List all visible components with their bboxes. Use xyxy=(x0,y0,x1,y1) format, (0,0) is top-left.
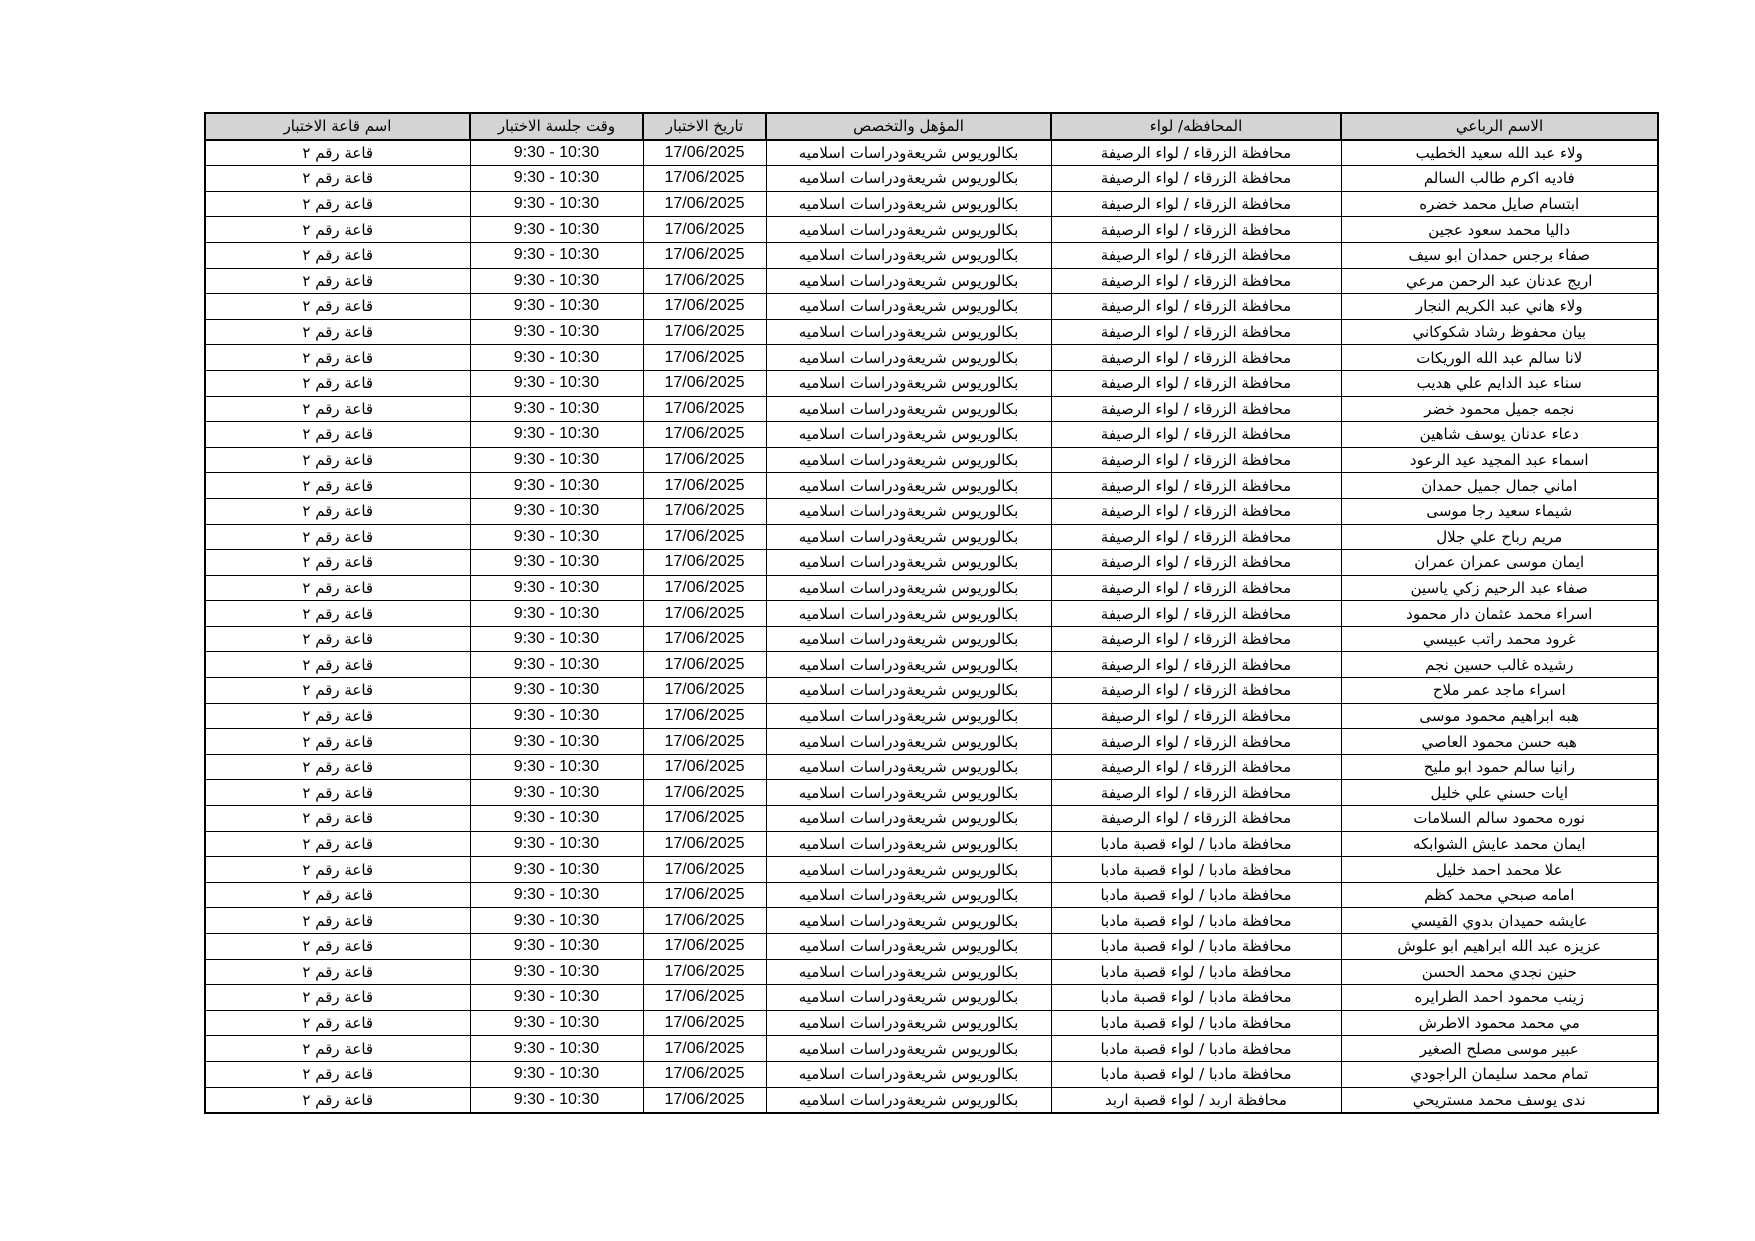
cell-exam-time: 9:30 - 10:30 xyxy=(470,140,643,166)
cell-exam-hall: قاعة رقم ٢ xyxy=(205,652,470,678)
cell-exam-time: 9:30 - 10:30 xyxy=(470,934,643,960)
cell-exam-hall: قاعة رقم ٢ xyxy=(205,550,470,576)
cell-full-name: ايمان موسى عمران عمران xyxy=(1341,550,1658,576)
table-row xyxy=(205,524,1658,550)
cell-governorate: محافظة الزرقاء / لواء الرصيفة xyxy=(1051,422,1341,448)
table-row xyxy=(205,140,1658,166)
table-row xyxy=(205,652,1658,678)
cell-qualification: بكالوريوس شريعةودراسات اسلاميه xyxy=(766,370,1051,396)
table-row xyxy=(205,780,1658,806)
cell-full-name: علا محمد احمد خليل xyxy=(1341,857,1658,883)
cell-qualification: بكالوريوس شريعةودراسات اسلاميه xyxy=(766,396,1051,422)
cell-exam-date: 17/06/2025 xyxy=(643,934,766,960)
cell-governorate: محافظة مادبا / لواء قصبة مادبا xyxy=(1051,857,1341,883)
cell-qualification: بكالوريوس شريعةودراسات اسلاميه xyxy=(766,447,1051,473)
cell-qualification: بكالوريوس شريعةودراسات اسلاميه xyxy=(766,550,1051,576)
table-row xyxy=(205,550,1658,576)
cell-qualification: بكالوريوس شريعةودراسات اسلاميه xyxy=(766,703,1051,729)
cell-full-name: ولاء هاني عبد الكريم النجار xyxy=(1341,294,1658,320)
cell-full-name: حنين نجدي محمد الحسن xyxy=(1341,959,1658,985)
cell-full-name: سناء عبد الدايم علي هديب xyxy=(1341,370,1658,396)
cell-exam-date: 17/06/2025 xyxy=(643,166,766,192)
table-row xyxy=(205,626,1658,652)
cell-qualification: بكالوريوس شريعةودراسات اسلاميه xyxy=(766,319,1051,345)
cell-full-name: اماني جمال جميل حمدان xyxy=(1341,473,1658,499)
table-row xyxy=(205,166,1658,192)
cell-exam-date: 17/06/2025 xyxy=(643,831,766,857)
cell-governorate: محافظة الزرقاء / لواء الرصيفة xyxy=(1051,140,1341,166)
cell-exam-time: 9:30 - 10:30 xyxy=(470,345,643,371)
cell-full-name: ندى يوسف محمد مستريحي xyxy=(1341,1087,1658,1113)
cell-exam-date: 17/06/2025 xyxy=(643,575,766,601)
cell-exam-hall: قاعة رقم ٢ xyxy=(205,626,470,652)
cell-exam-time: 9:30 - 10:30 xyxy=(470,959,643,985)
table-row xyxy=(205,729,1658,755)
cell-full-name: مريم رباح علي جلال xyxy=(1341,524,1658,550)
cell-governorate: محافظة الزرقاء / لواء الرصيفة xyxy=(1051,294,1341,320)
cell-full-name: هبه ابراهيم محمود موسى xyxy=(1341,703,1658,729)
exam-schedule-table xyxy=(204,112,1659,1114)
cell-full-name: رانيا سالم حمود ابو مليح xyxy=(1341,754,1658,780)
cell-exam-hall: قاعة رقم ٢ xyxy=(205,729,470,755)
cell-exam-hall: قاعة رقم ٢ xyxy=(205,575,470,601)
cell-exam-date: 17/06/2025 xyxy=(643,242,766,268)
cell-governorate: محافظة الزرقاء / لواء الرصيفة xyxy=(1051,268,1341,294)
cell-qualification: بكالوريوس شريعةودراسات اسلاميه xyxy=(766,652,1051,678)
cell-exam-hall: قاعة رقم ٢ xyxy=(205,601,470,627)
table-row xyxy=(205,447,1658,473)
cell-exam-date: 17/06/2025 xyxy=(643,882,766,908)
cell-exam-time: 9:30 - 10:30 xyxy=(470,754,643,780)
cell-exam-time: 9:30 - 10:30 xyxy=(470,806,643,832)
cell-exam-time: 9:30 - 10:30 xyxy=(470,1087,643,1113)
cell-qualification: بكالوريوس شريعةودراسات اسلاميه xyxy=(766,780,1051,806)
cell-exam-date: 17/06/2025 xyxy=(643,422,766,448)
cell-full-name: ايات حسني علي خليل xyxy=(1341,780,1658,806)
cell-exam-date: 17/06/2025 xyxy=(643,729,766,755)
cell-exam-hall: قاعة رقم ٢ xyxy=(205,191,470,217)
table-row xyxy=(205,345,1658,371)
table-row xyxy=(205,294,1658,320)
cell-exam-time: 9:30 - 10:30 xyxy=(470,396,643,422)
cell-exam-date: 17/06/2025 xyxy=(643,268,766,294)
cell-exam-hall: قاعة رقم ٢ xyxy=(205,1087,470,1113)
table-row xyxy=(205,1061,1658,1087)
cell-exam-hall: قاعة رقم ٢ xyxy=(205,780,470,806)
cell-exam-date: 17/06/2025 xyxy=(643,217,766,243)
cell-governorate: محافظة مادبا / لواء قصبة مادبا xyxy=(1051,959,1341,985)
cell-governorate: محافظة الزرقاء / لواء الرصيفة xyxy=(1051,345,1341,371)
cell-governorate: محافظة الزرقاء / لواء الرصيفة xyxy=(1051,217,1341,243)
cell-exam-hall: قاعة رقم ٢ xyxy=(205,319,470,345)
cell-governorate: محافظة الزرقاء / لواء الرصيفة xyxy=(1051,626,1341,652)
table-row xyxy=(205,268,1658,294)
table-row xyxy=(205,422,1658,448)
cell-qualification: بكالوريوس شريعةودراسات اسلاميه xyxy=(766,985,1051,1011)
cell-exam-time: 9:30 - 10:30 xyxy=(470,908,643,934)
cell-exam-hall: قاعة رقم ٢ xyxy=(205,217,470,243)
cell-exam-hall: قاعة رقم ٢ xyxy=(205,447,470,473)
cell-exam-date: 17/06/2025 xyxy=(643,959,766,985)
table-row xyxy=(205,703,1658,729)
cell-full-name: عبير موسى مصلح الصغير xyxy=(1341,1036,1658,1062)
cell-governorate: محافظة الزرقاء / لواء الرصيفة xyxy=(1051,498,1341,524)
cell-qualification: بكالوريوس شريعةودراسات اسلاميه xyxy=(766,217,1051,243)
table-row xyxy=(205,1087,1658,1113)
cell-exam-time: 9:30 - 10:30 xyxy=(470,729,643,755)
cell-governorate: محافظة الزرقاء / لواء الرصيفة xyxy=(1051,754,1341,780)
cell-exam-time: 9:30 - 10:30 xyxy=(470,575,643,601)
cell-exam-date: 17/06/2025 xyxy=(643,370,766,396)
cell-exam-time: 9:30 - 10:30 xyxy=(470,422,643,448)
cell-full-name: ايمان محمد عايش الشوابكه xyxy=(1341,831,1658,857)
cell-full-name: غرود محمد راتب عبيسي xyxy=(1341,626,1658,652)
header-exam-date: تاريخ الاختبار xyxy=(643,113,766,140)
cell-exam-hall: قاعة رقم ٢ xyxy=(205,166,470,192)
cell-exam-time: 9:30 - 10:30 xyxy=(470,831,643,857)
cell-qualification: بكالوريوس شريعةودراسات اسلاميه xyxy=(766,831,1051,857)
cell-exam-hall: قاعة رقم ٢ xyxy=(205,140,470,166)
cell-exam-date: 17/06/2025 xyxy=(643,626,766,652)
cell-exam-date: 17/06/2025 xyxy=(643,1061,766,1087)
cell-exam-date: 17/06/2025 xyxy=(643,1087,766,1113)
cell-full-name: دعاء عدنان يوسف شاهين xyxy=(1341,422,1658,448)
cell-qualification: بكالوريوس شريعةودراسات اسلاميه xyxy=(766,729,1051,755)
cell-qualification: بكالوريوس شريعةودراسات اسلاميه xyxy=(766,575,1051,601)
cell-exam-hall: قاعة رقم ٢ xyxy=(205,422,470,448)
cell-full-name: تمام محمد سليمان الراجودي xyxy=(1341,1061,1658,1087)
cell-exam-time: 9:30 - 10:30 xyxy=(470,370,643,396)
cell-qualification: بكالوريوس شريعةودراسات اسلاميه xyxy=(766,626,1051,652)
cell-qualification: بكالوريوس شريعةودراسات اسلاميه xyxy=(766,1036,1051,1062)
cell-exam-hall: قاعة رقم ٢ xyxy=(205,345,470,371)
cell-exam-date: 17/06/2025 xyxy=(643,447,766,473)
cell-qualification: بكالوريوس شريعةودراسات اسلاميه xyxy=(766,882,1051,908)
cell-exam-date: 17/06/2025 xyxy=(643,601,766,627)
cell-governorate: محافظة الزرقاء / لواء الرصيفة xyxy=(1051,191,1341,217)
cell-governorate: محافظة الزرقاء / لواء الرصيفة xyxy=(1051,370,1341,396)
table-row xyxy=(205,1036,1658,1062)
cell-exam-hall: قاعة رقم ٢ xyxy=(205,882,470,908)
cell-qualification: بكالوريوس شريعةودراسات اسلاميه xyxy=(766,294,1051,320)
cell-exam-time: 9:30 - 10:30 xyxy=(470,1036,643,1062)
cell-governorate: محافظة مادبا / لواء قصبة مادبا xyxy=(1051,882,1341,908)
cell-exam-time: 9:30 - 10:30 xyxy=(470,652,643,678)
cell-governorate: محافظة الزرقاء / لواء الرصيفة xyxy=(1051,575,1341,601)
cell-exam-time: 9:30 - 10:30 xyxy=(470,703,643,729)
header-governorate: المحافظه/ لواء xyxy=(1051,113,1341,140)
cell-full-name: هبه حسن محمود العاصي xyxy=(1341,729,1658,755)
cell-exam-hall: قاعة رقم ٢ xyxy=(205,268,470,294)
table-row xyxy=(205,985,1658,1011)
cell-exam-date: 17/06/2025 xyxy=(643,498,766,524)
header-full-name: الاسم الرباعي xyxy=(1341,113,1658,140)
table-row xyxy=(205,498,1658,524)
cell-governorate: محافظة مادبا / لواء قصبة مادبا xyxy=(1051,1010,1341,1036)
cell-full-name: لانا سالم عبد الله الوريكات xyxy=(1341,345,1658,371)
cell-exam-hall: قاعة رقم ٢ xyxy=(205,524,470,550)
table-row xyxy=(205,575,1658,601)
cell-exam-hall: قاعة رقم ٢ xyxy=(205,396,470,422)
cell-exam-time: 9:30 - 10:30 xyxy=(470,601,643,627)
cell-exam-time: 9:30 - 10:30 xyxy=(470,678,643,704)
table-row xyxy=(205,959,1658,985)
cell-full-name: اسماء عبد المجيد عيد الرعود xyxy=(1341,447,1658,473)
table-row xyxy=(205,242,1658,268)
cell-exam-hall: قاعة رقم ٢ xyxy=(205,473,470,499)
cell-exam-time: 9:30 - 10:30 xyxy=(470,217,643,243)
cell-full-name: اسراء ماجد عمر ملاح xyxy=(1341,678,1658,704)
cell-governorate: محافظة الزرقاء / لواء الرصيفة xyxy=(1051,242,1341,268)
cell-qualification: بكالوريوس شريعةودراسات اسلاميه xyxy=(766,345,1051,371)
cell-qualification: بكالوريوس شريعةودراسات اسلاميه xyxy=(766,166,1051,192)
cell-exam-date: 17/06/2025 xyxy=(643,550,766,576)
cell-governorate: محافظة مادبا / لواء قصبة مادبا xyxy=(1051,908,1341,934)
cell-qualification: بكالوريوس شريعةودراسات اسلاميه xyxy=(766,191,1051,217)
cell-exam-date: 17/06/2025 xyxy=(643,191,766,217)
cell-exam-time: 9:30 - 10:30 xyxy=(470,985,643,1011)
exam-schedule-sheet xyxy=(204,112,1657,1114)
cell-governorate: محافظة مادبا / لواء قصبة مادبا xyxy=(1051,831,1341,857)
cell-qualification: بكالوريوس شريعةودراسات اسلاميه xyxy=(766,422,1051,448)
cell-exam-date: 17/06/2025 xyxy=(643,140,766,166)
cell-qualification: بكالوريوس شريعةودراسات اسلاميه xyxy=(766,678,1051,704)
cell-full-name: امامه صبحي محمد كظم xyxy=(1341,882,1658,908)
table-row xyxy=(205,396,1658,422)
cell-exam-time: 9:30 - 10:30 xyxy=(470,524,643,550)
cell-exam-hall: قاعة رقم ٢ xyxy=(205,678,470,704)
cell-qualification: بكالوريوس شريعةودراسات اسلاميه xyxy=(766,140,1051,166)
cell-exam-time: 9:30 - 10:30 xyxy=(470,857,643,883)
cell-full-name: مي محمد محمود الاطرش xyxy=(1341,1010,1658,1036)
table-row xyxy=(205,601,1658,627)
table-row xyxy=(205,473,1658,499)
cell-exam-time: 9:30 - 10:30 xyxy=(470,191,643,217)
table-row xyxy=(205,934,1658,960)
cell-exam-date: 17/06/2025 xyxy=(643,857,766,883)
cell-exam-date: 17/06/2025 xyxy=(643,1036,766,1062)
cell-exam-date: 17/06/2025 xyxy=(643,473,766,499)
cell-full-name: ولاء عبد الله سعيد الخطيب xyxy=(1341,140,1658,166)
table-row xyxy=(205,191,1658,217)
table-row xyxy=(205,217,1658,243)
cell-governorate: محافظة الزرقاء / لواء الرصيفة xyxy=(1051,447,1341,473)
cell-exam-time: 9:30 - 10:30 xyxy=(470,550,643,576)
cell-governorate: محافظة الزرقاء / لواء الرصيفة xyxy=(1051,780,1341,806)
cell-exam-hall: قاعة رقم ٢ xyxy=(205,806,470,832)
cell-exam-hall: قاعة رقم ٢ xyxy=(205,242,470,268)
cell-exam-time: 9:30 - 10:30 xyxy=(470,1010,643,1036)
cell-exam-date: 17/06/2025 xyxy=(643,294,766,320)
cell-full-name: صفاء برجس حمدان ابو سيف xyxy=(1341,242,1658,268)
cell-exam-date: 17/06/2025 xyxy=(643,678,766,704)
cell-exam-hall: قاعة رقم ٢ xyxy=(205,294,470,320)
table-row xyxy=(205,857,1658,883)
cell-governorate: محافظة الزرقاء / لواء الرصيفة xyxy=(1051,729,1341,755)
cell-exam-date: 17/06/2025 xyxy=(643,396,766,422)
cell-qualification: بكالوريوس شريعةودراسات اسلاميه xyxy=(766,934,1051,960)
cell-exam-hall: قاعة رقم ٢ xyxy=(205,831,470,857)
cell-exam-time: 9:30 - 10:30 xyxy=(470,294,643,320)
cell-governorate: محافظة الزرقاء / لواء الرصيفة xyxy=(1051,550,1341,576)
cell-exam-date: 17/06/2025 xyxy=(643,319,766,345)
table-row xyxy=(205,370,1658,396)
cell-qualification: بكالوريوس شريعةودراسات اسلاميه xyxy=(766,268,1051,294)
cell-exam-time: 9:30 - 10:30 xyxy=(470,626,643,652)
cell-exam-hall: قاعة رقم ٢ xyxy=(205,1061,470,1087)
cell-exam-date: 17/06/2025 xyxy=(643,754,766,780)
cell-exam-time: 9:30 - 10:30 xyxy=(470,447,643,473)
table-row xyxy=(205,754,1658,780)
cell-exam-time: 9:30 - 10:30 xyxy=(470,780,643,806)
cell-exam-time: 9:30 - 10:30 xyxy=(470,319,643,345)
cell-governorate: محافظة الزرقاء / لواء الرصيفة xyxy=(1051,601,1341,627)
cell-governorate: محافظة مادبا / لواء قصبة مادبا xyxy=(1051,934,1341,960)
table-row xyxy=(205,678,1658,704)
cell-exam-hall: قاعة رقم ٢ xyxy=(205,498,470,524)
cell-exam-hall: قاعة رقم ٢ xyxy=(205,959,470,985)
cell-exam-hall: قاعة رقم ٢ xyxy=(205,703,470,729)
cell-exam-hall: قاعة رقم ٢ xyxy=(205,1036,470,1062)
cell-exam-time: 9:30 - 10:30 xyxy=(470,242,643,268)
cell-governorate: محافظة الزرقاء / لواء الرصيفة xyxy=(1051,473,1341,499)
cell-qualification: بكالوريوس شريعةودراسات اسلاميه xyxy=(766,806,1051,832)
cell-governorate: محافظة مادبا / لواء قصبة مادبا xyxy=(1051,1061,1341,1087)
cell-qualification: بكالوريوس شريعةودراسات اسلاميه xyxy=(766,1010,1051,1036)
table-row xyxy=(205,908,1658,934)
cell-exam-date: 17/06/2025 xyxy=(643,806,766,832)
cell-full-name: نجمه جميل محمود خضر xyxy=(1341,396,1658,422)
cell-full-name: صفاء عبد الرحيم زكي ياسين xyxy=(1341,575,1658,601)
cell-governorate: محافظة الزرقاء / لواء الرصيفة xyxy=(1051,319,1341,345)
cell-qualification: بكالوريوس شريعةودراسات اسلاميه xyxy=(766,1061,1051,1087)
cell-governorate: محافظة الزرقاء / لواء الرصيفة xyxy=(1051,678,1341,704)
cell-exam-time: 9:30 - 10:30 xyxy=(470,498,643,524)
cell-full-name: شيماء سعيد رجا موسى xyxy=(1341,498,1658,524)
cell-exam-hall: قاعة رقم ٢ xyxy=(205,1010,470,1036)
table-row xyxy=(205,882,1658,908)
header-qualification: المؤهل والتخصص xyxy=(766,113,1051,140)
cell-governorate: محافظة الزرقاء / لواء الرصيفة xyxy=(1051,703,1341,729)
cell-governorate: محافظة الزرقاء / لواء الرصيفة xyxy=(1051,652,1341,678)
cell-governorate: محافظة الزرقاء / لواء الرصيفة xyxy=(1051,166,1341,192)
header-exam-hall: اسم قاعة الاختبار xyxy=(205,113,470,140)
cell-full-name: اسراء محمد عثمان دار محمود xyxy=(1341,601,1658,627)
cell-exam-hall: قاعة رقم ٢ xyxy=(205,754,470,780)
cell-qualification: بكالوريوس شريعةودراسات اسلاميه xyxy=(766,754,1051,780)
cell-exam-time: 9:30 - 10:30 xyxy=(470,882,643,908)
cell-exam-hall: قاعة رقم ٢ xyxy=(205,985,470,1011)
cell-full-name: زينب محمود احمد الطرايره xyxy=(1341,985,1658,1011)
header-row xyxy=(205,113,1658,140)
cell-exam-time: 9:30 - 10:30 xyxy=(470,473,643,499)
cell-full-name: اريج عدنان عبد الرحمن مرعي xyxy=(1341,268,1658,294)
cell-governorate: محافظة الزرقاء / لواء الرصيفة xyxy=(1051,806,1341,832)
table-row xyxy=(205,806,1658,832)
cell-exam-time: 9:30 - 10:30 xyxy=(470,166,643,192)
table-row xyxy=(205,319,1658,345)
cell-exam-date: 17/06/2025 xyxy=(643,780,766,806)
cell-full-name: فاديه اكرم طالب السالم xyxy=(1341,166,1658,192)
cell-exam-date: 17/06/2025 xyxy=(643,524,766,550)
cell-qualification: بكالوريوس شريعةودراسات اسلاميه xyxy=(766,601,1051,627)
cell-exam-date: 17/06/2025 xyxy=(643,1010,766,1036)
cell-exam-time: 9:30 - 10:30 xyxy=(470,268,643,294)
cell-exam-time: 9:30 - 10:30 xyxy=(470,1061,643,1087)
cell-qualification: بكالوريوس شريعةودراسات اسلاميه xyxy=(766,959,1051,985)
cell-exam-date: 17/06/2025 xyxy=(643,652,766,678)
cell-exam-hall: قاعة رقم ٢ xyxy=(205,857,470,883)
cell-qualification: بكالوريوس شريعةودراسات اسلاميه xyxy=(766,242,1051,268)
cell-governorate: محافظة الزرقاء / لواء الرصيفة xyxy=(1051,396,1341,422)
cell-governorate: محافظة الزرقاء / لواء الرصيفة xyxy=(1051,524,1341,550)
cell-full-name: رشيده غالب حسين نجم xyxy=(1341,652,1658,678)
cell-full-name: عزيزه عبد الله ابراهيم ابو علوش xyxy=(1341,934,1658,960)
cell-qualification: بكالوريوس شريعةودراسات اسلاميه xyxy=(766,908,1051,934)
cell-qualification: بكالوريوس شريعةودراسات اسلاميه xyxy=(766,524,1051,550)
cell-governorate: محافظة مادبا / لواء قصبة مادبا xyxy=(1051,985,1341,1011)
table-row xyxy=(205,1010,1658,1036)
cell-exam-date: 17/06/2025 xyxy=(643,345,766,371)
cell-exam-hall: قاعة رقم ٢ xyxy=(205,908,470,934)
cell-qualification: بكالوريوس شريعةودراسات اسلاميه xyxy=(766,1087,1051,1113)
header-exam-time: وقت جلسة الاختبار xyxy=(470,113,643,140)
cell-full-name: داليا محمد سعود عجين xyxy=(1341,217,1658,243)
cell-exam-date: 17/06/2025 xyxy=(643,985,766,1011)
cell-qualification: بكالوريوس شريعةودراسات اسلاميه xyxy=(766,473,1051,499)
table-row xyxy=(205,831,1658,857)
cell-qualification: بكالوريوس شريعةودراسات اسلاميه xyxy=(766,498,1051,524)
cell-governorate: محافظة اربد / لواء قصبة اربد xyxy=(1051,1087,1341,1113)
cell-exam-hall: قاعة رقم ٢ xyxy=(205,370,470,396)
cell-exam-date: 17/06/2025 xyxy=(643,908,766,934)
cell-exam-hall: قاعة رقم ٢ xyxy=(205,934,470,960)
cell-full-name: عايشه حميدان بدوي القيسي xyxy=(1341,908,1658,934)
cell-exam-date: 17/06/2025 xyxy=(643,703,766,729)
cell-full-name: بيان محفوظ رشاد شكوكاني xyxy=(1341,319,1658,345)
cell-qualification: بكالوريوس شريعةودراسات اسلاميه xyxy=(766,857,1051,883)
cell-governorate: محافظة مادبا / لواء قصبة مادبا xyxy=(1051,1036,1341,1062)
cell-full-name: ابتسام صايل محمد خضره xyxy=(1341,191,1658,217)
cell-full-name: نوره محمود سالم السلامات xyxy=(1341,806,1658,832)
